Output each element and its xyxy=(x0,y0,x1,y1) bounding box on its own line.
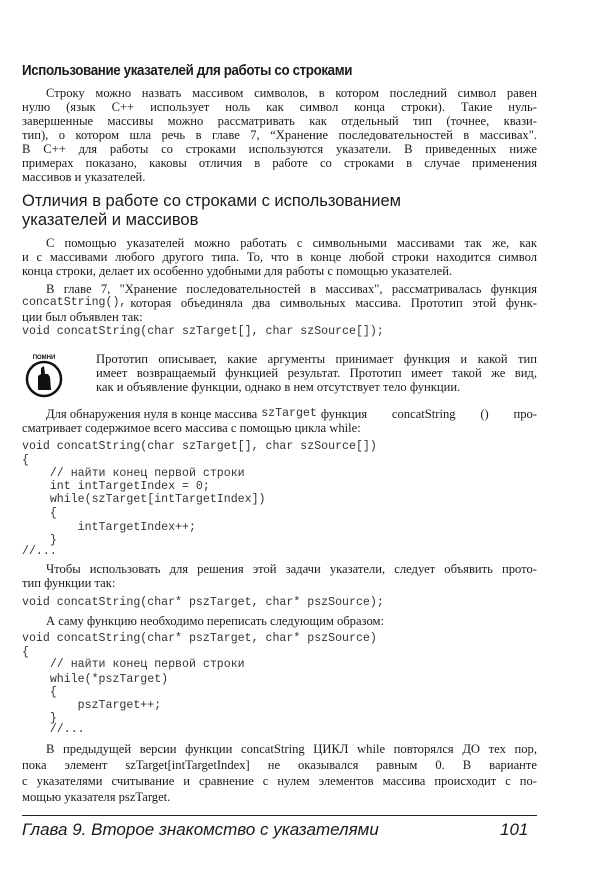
paragraph-line: пока элемент szTarget[intTargetIndex] не оказывался равным 0. В варианте xyxy=(22,758,537,772)
paragraph-line: Чтобы использовать для решения этой задачи указатели, следует объявить прото- xyxy=(46,562,537,576)
code-line: intTargetIndex++; xyxy=(22,521,196,534)
paragraph-line: А саму функцию необходимо переписать следующим образом: xyxy=(46,614,384,628)
code-line: } xyxy=(22,534,57,547)
paragraph-line: тип), о котором шла речь в главе 7, “Хранение последовательностей в массивах". xyxy=(22,128,537,142)
inline-code: concatString(), xyxy=(22,296,127,309)
code-line: int intTargetIndex = 0; xyxy=(22,480,210,493)
footer-rule xyxy=(22,815,537,816)
code-line: // найти конец первой строки xyxy=(22,658,245,671)
paragraph-line: С помощью указателей можно работать с символьными массивами так же, как xyxy=(46,236,537,250)
paragraph-line: сматривает содержимое всего массива с помощью цикла while: xyxy=(22,421,361,435)
note-line: как и объявление функции, однако в нем отсутствует тело функции. xyxy=(96,380,461,394)
inline-code: szTarget xyxy=(261,407,317,420)
paragraph-line: примерах показано, каковы отличия в работе со строками в случае применения xyxy=(22,156,537,170)
code-line: void concatString(char* pszTarget, char* pszSource); xyxy=(22,596,384,609)
paragraph-line: В С++ для работы со строками используются указатели. В приведенных ниже xyxy=(22,142,537,156)
code-line: //... xyxy=(22,723,85,736)
paragraph-line: конца строки, делает их особенно удобными для работы с помощью указателей. xyxy=(22,264,453,278)
paragraph-line: нулю (язык С++ использует ноль как символ конца строки). Такие нуль- xyxy=(22,100,537,114)
section-heading: Использование указателей для работы со строками xyxy=(22,63,353,79)
paragraph-line: В предыдущей версии функции concatString ЦИКЛ while повторялся ДО тех пор, xyxy=(46,742,537,756)
code-line: // найти конец первой строки xyxy=(22,467,245,480)
subheading-line: указателей и массивов xyxy=(22,211,199,229)
code-line: { xyxy=(22,646,29,659)
code-line: { xyxy=(22,507,57,520)
paragraph-line: concatString(), которая объединяла два символьных массива. Прототип этой функ- xyxy=(22,296,537,310)
code-line: //... xyxy=(22,545,57,558)
code-line: while(*pszTarget) xyxy=(22,673,169,686)
paragraph-line: Строку можно назвать массивом символов, в котором последний символ равен xyxy=(46,86,537,100)
code-line: { xyxy=(22,686,57,699)
code-line: while(szTarget[intTargetIndex]) xyxy=(22,493,266,506)
paragraph-line: мощью указателя pszTarget. xyxy=(22,790,171,804)
paragraph-line: массивов и указателей. xyxy=(22,170,146,184)
paragraph-line: с указателями считывание и сравнение с нулем элементов массива происходит с по- xyxy=(22,774,537,788)
code-line: } xyxy=(22,712,57,725)
paragraph-line: В главе 7, "Хранение последовательностей в массивах", рассматривалась функция xyxy=(46,282,537,296)
paragraph-line: завершенные массивы можно рассматривать как отдельный тип (точнее, квази- xyxy=(22,114,537,128)
paragraph-line: ции был объявлен так: xyxy=(22,310,143,324)
note-badge: ПОМНИ xyxy=(32,355,56,361)
remember-hand-icon xyxy=(24,352,64,398)
paragraph-line: тип функции так: xyxy=(22,576,116,590)
subheading-line: Отличия в работе со строками с использованием xyxy=(22,192,402,210)
code-line: void concatString(char* pszTarget, char* pszSource) xyxy=(22,632,377,645)
code-line: void concatString(char szTarget[], char szSource[]); xyxy=(22,325,384,338)
page-number: 101 xyxy=(500,820,529,839)
code-line: void concatString(char szTarget[], char szSource[]) xyxy=(22,440,377,453)
code-line: { xyxy=(22,454,29,467)
paragraph-line: Для обнаружения нуля в конце массива szTarget функция concatString () про- xyxy=(46,407,537,421)
paragraph-line: и с массивами любого другого типа. То, что в конце любой строки находится символ xyxy=(22,250,537,264)
note-line: имеет возвращаемый функцией результат. Прототип имеет такой же вид, xyxy=(96,366,537,380)
running-footer-chapter: Глава 9. Второе знакомство с указателями xyxy=(22,820,379,839)
code-line: pszTarget++; xyxy=(22,699,162,712)
note-line: Прототип описывает, какие аргументы принимает функция и какой тип xyxy=(96,352,537,366)
